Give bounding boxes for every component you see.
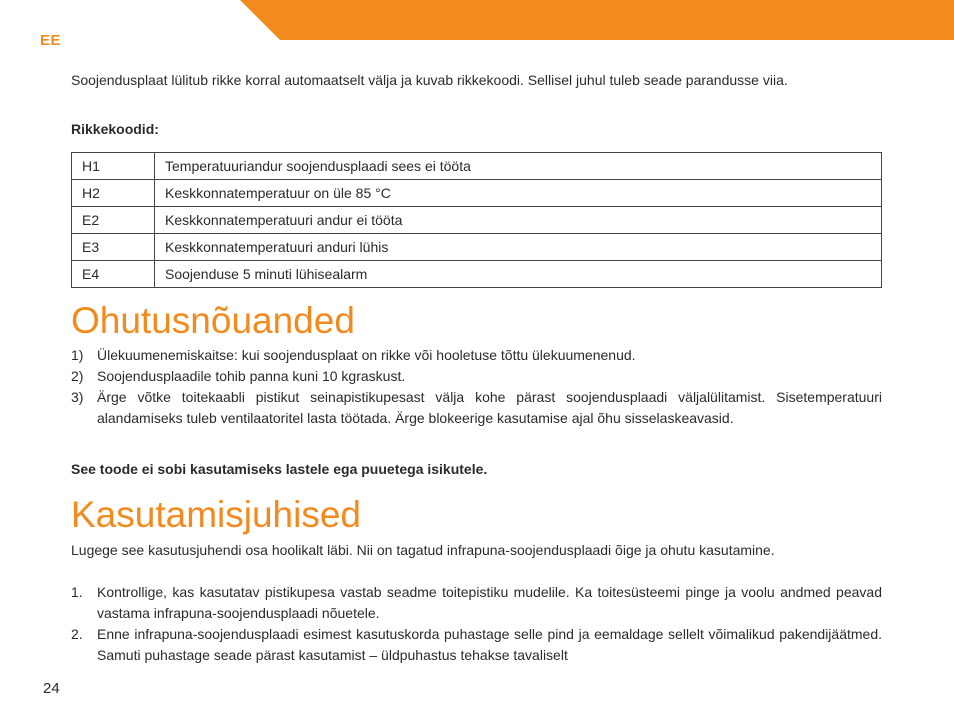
list-number: 3) xyxy=(71,389,84,405)
table-row xyxy=(72,180,882,207)
intro-paragraph: Soojendusplaat lülitub rikke korral automaatselt välja ja kuvab rikkekoodi. Sellisel juhul tuleb seade parandusse viia. xyxy=(71,72,788,88)
table-row xyxy=(72,234,882,261)
list-text: Kontrollige, kas kasutatav pistikupesa vastab seadme toitepistiku mudelile. Ka toitesüsteemi pinge ja voolu andmed peavad vastama infrapuna-soojendusplaadi nõuetele. xyxy=(97,584,882,621)
error-codes-table xyxy=(71,152,882,288)
error-description: Keskkonnatemperatuuri andur ei tööta xyxy=(155,207,882,234)
safety-note: See toode ei sobi kasutamiseks lastele ega puuetega isikutele. xyxy=(71,461,488,477)
list-item xyxy=(71,366,882,387)
safety-heading: Ohutusnõuanded xyxy=(71,300,355,341)
list-item xyxy=(71,582,882,624)
page-number: 24 xyxy=(43,680,60,697)
safety-list xyxy=(71,345,882,429)
table-row xyxy=(72,261,882,288)
error-code: E3 xyxy=(72,234,155,261)
usage-heading: Kasutamisjuhised xyxy=(71,494,361,535)
error-description: Keskkonnatemperatuur on üle 85 °C xyxy=(155,180,882,207)
language-code: EE xyxy=(40,32,62,49)
list-item xyxy=(71,387,882,429)
error-codes-label: Rikkekoodid: xyxy=(71,121,159,137)
error-code: H2 xyxy=(72,180,155,207)
list-number: 1) xyxy=(71,347,84,363)
usage-list xyxy=(71,582,882,666)
table-row xyxy=(72,153,882,180)
error-description: Keskkonnatemperatuuri anduri lühis xyxy=(155,234,882,261)
header-accent-band xyxy=(240,0,954,40)
error-description: Soojenduse 5 minuti lühisealarm xyxy=(155,261,882,288)
error-description: Temperatuuriandur soojendusplaadi sees ei tööta xyxy=(155,153,882,180)
list-text: Enne infrapuna-soojendusplaadi esimest kasutuskorda puhastage selle pind ja eemaldage sellelt võimalikud pakendijäätmed. Samuti puhastage seade pärast kasutamist – üldpuhastus tehakse tavaliselt xyxy=(97,626,882,663)
usage-intro: Lugege see kasutusjuhendi osa hoolikalt läbi. Nii on tagatud infrapuna-soojendusplaadi õige ja ohutu kasutamine. xyxy=(71,542,775,558)
list-text: Ülekuumenemiskaitse: kui soojendusplaat on rikke või hooletuse tõttu ülekuumenenud. xyxy=(97,347,636,363)
list-item xyxy=(71,624,882,666)
list-number: 2. xyxy=(71,626,83,642)
list-number: 2) xyxy=(71,368,84,384)
error-code: H1 xyxy=(72,153,155,180)
error-code: E2 xyxy=(72,207,155,234)
list-item xyxy=(71,345,882,366)
table-row xyxy=(72,207,882,234)
list-text: Ärge võtke toitekaabli pistikut seinapistikupesast välja kohe pärast soojendusplaadi väljalülitamist. Sisetemperatuuri alandamiseks tuleb ventilaatoritel lasta töötada. Ärge blokeerige kasutamise ajal õhu sisselaskeavasid. xyxy=(97,389,882,426)
error-code: E4 xyxy=(72,261,155,288)
list-number: 1. xyxy=(71,584,83,600)
list-text: Soojendusplaadile tohib panna kuni 10 kgraskust. xyxy=(97,368,406,384)
